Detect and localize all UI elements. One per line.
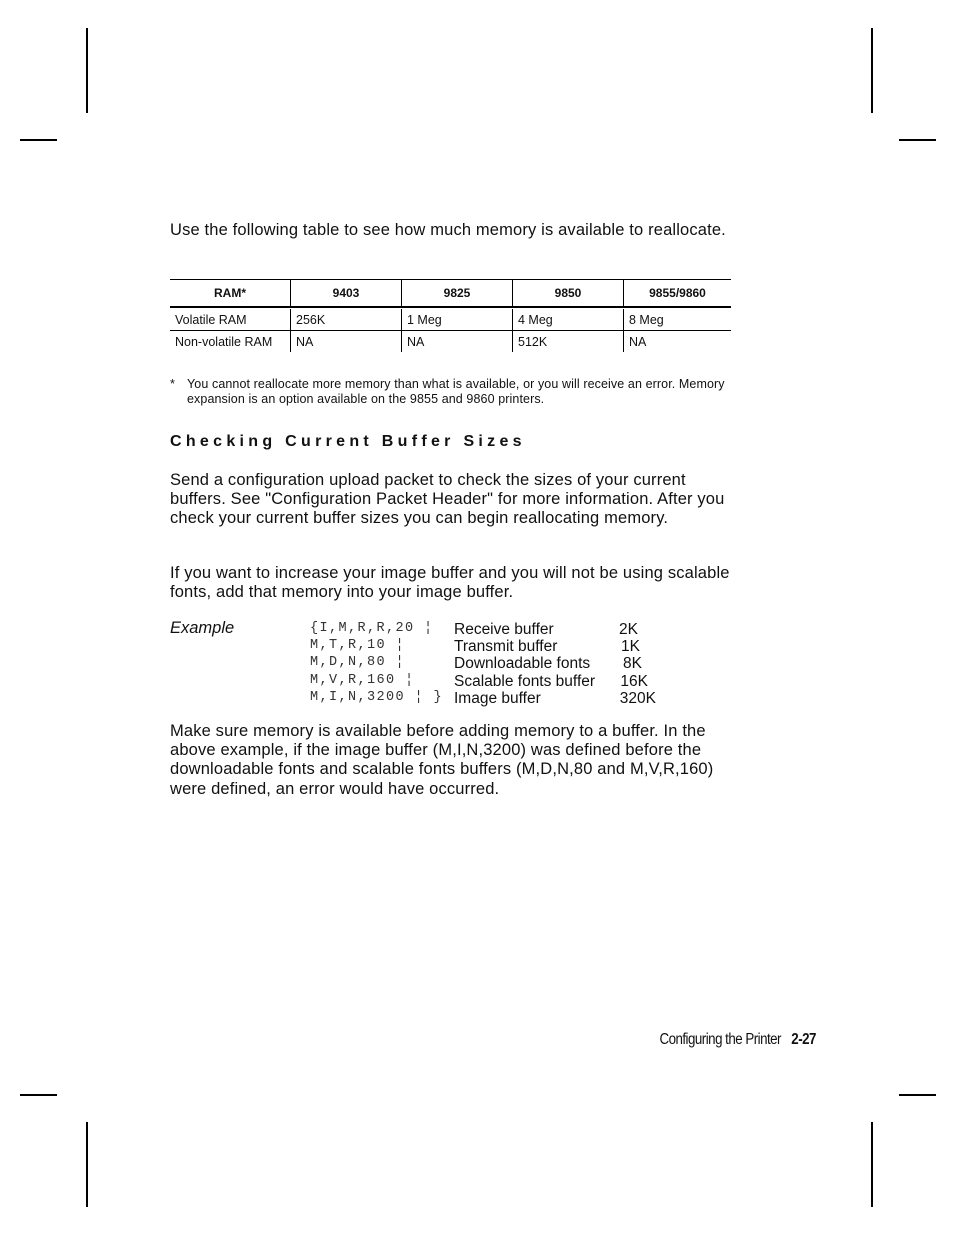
example-size: 320K [619,690,656,707]
example-description: Image buffer [454,690,541,707]
example-description: Transmit buffer [454,638,558,655]
table-cell: 512K [513,331,624,353]
example-row [0,638,954,655]
footnote-marker: * [170,377,175,391]
footer-chapter-title: Configuring the Printer [659,1031,782,1048]
table-cell: Volatile RAM [170,309,291,331]
table-row [170,331,731,353]
intro-paragraph: Use the following table to see how much memory is available to reallocate. [170,221,726,239]
table-header-9855-9860: 9855/9860 [624,280,732,308]
memory-table [170,279,731,352]
example-row [0,655,954,672]
crop-mark-top-left-vertical [86,28,88,113]
footnote-text: You cannot reallocate more memory than what is available, or you will receive an error. Memory expansion is an option available on the 9855 and 9860 printers. [187,377,725,406]
table-header-ram: RAM* [170,280,291,308]
paragraph-image-buffer: If you want to increase your image buffer and you will not be using scalable fonts, add that memory into your image buffer. [170,564,730,602]
page-footer [660,1031,816,1049]
example-row [0,673,954,690]
crop-mark-bottom-left-horizontal [20,1094,57,1096]
section-heading: Checking Current Buffer Sizes [170,433,526,450]
table-header-row [170,280,731,308]
table-cell: 8 Meg [624,309,732,331]
table-cell: NA [624,331,732,353]
example-row [0,690,954,707]
crop-mark-top-right-vertical [871,28,873,113]
paragraph-config-upload: Send a configuration upload packet to check the sizes of your current buffers. See "Configuration Packet Header" for more information. After you check your current buffer sizes you can begin reallocating memory. [170,471,725,528]
example-size: 16K [620,673,648,690]
table-cell: 256K [291,309,402,331]
crop-mark-bottom-left-vertical [86,1122,88,1207]
crop-mark-bottom-right-vertical [871,1122,873,1207]
table-cell: Non-volatile RAM [175,334,273,349]
table-cell: NA [291,331,402,353]
crop-mark-top-right-horizontal [899,139,936,141]
crop-mark-bottom-right-horizontal [899,1094,936,1096]
table-cell: NA [402,331,513,353]
example-size: 1K [621,638,640,655]
example-code: M,T,R,10 ¦ [310,638,406,653]
table-header-9403: 9403 [291,280,402,308]
example-label: Example [170,619,235,637]
example-size: 8K [623,655,642,672]
example-description: Downloadable fonts [454,655,591,672]
table-cell: 1 Meg [402,309,513,331]
table-footnote [170,377,740,406]
table-row [170,309,731,331]
example-row [0,621,954,638]
example-code: M,V,R,160 ¦ [310,673,415,688]
example-description: Scalable fonts buffer [454,673,596,690]
example-size: 2K [619,621,638,638]
example-code: M,I,N,3200 ¦ } [310,690,444,705]
example-description: Receive buffer [454,621,554,638]
table-header-9825: 9825 [402,280,513,308]
table-cell: 4 Meg [513,309,624,331]
example-code: M,D,N,80 ¦ [310,655,406,670]
example-code: {I,M,R,R,20 ¦ [310,621,434,636]
crop-mark-top-left-horizontal [20,139,57,141]
table-header-9850: 9850 [513,280,624,308]
footer-page-number: 2-27 [791,1031,816,1048]
paragraph-memory-warning: Make sure memory is available before adding memory to a buffer. In the above example, if the image buffer (M,I,N,3200) was defined before the downloadable fonts and scalable fonts buffers (M,D,N,80 and M,V,R,160) were defined, an error would have occurred. [170,722,714,798]
